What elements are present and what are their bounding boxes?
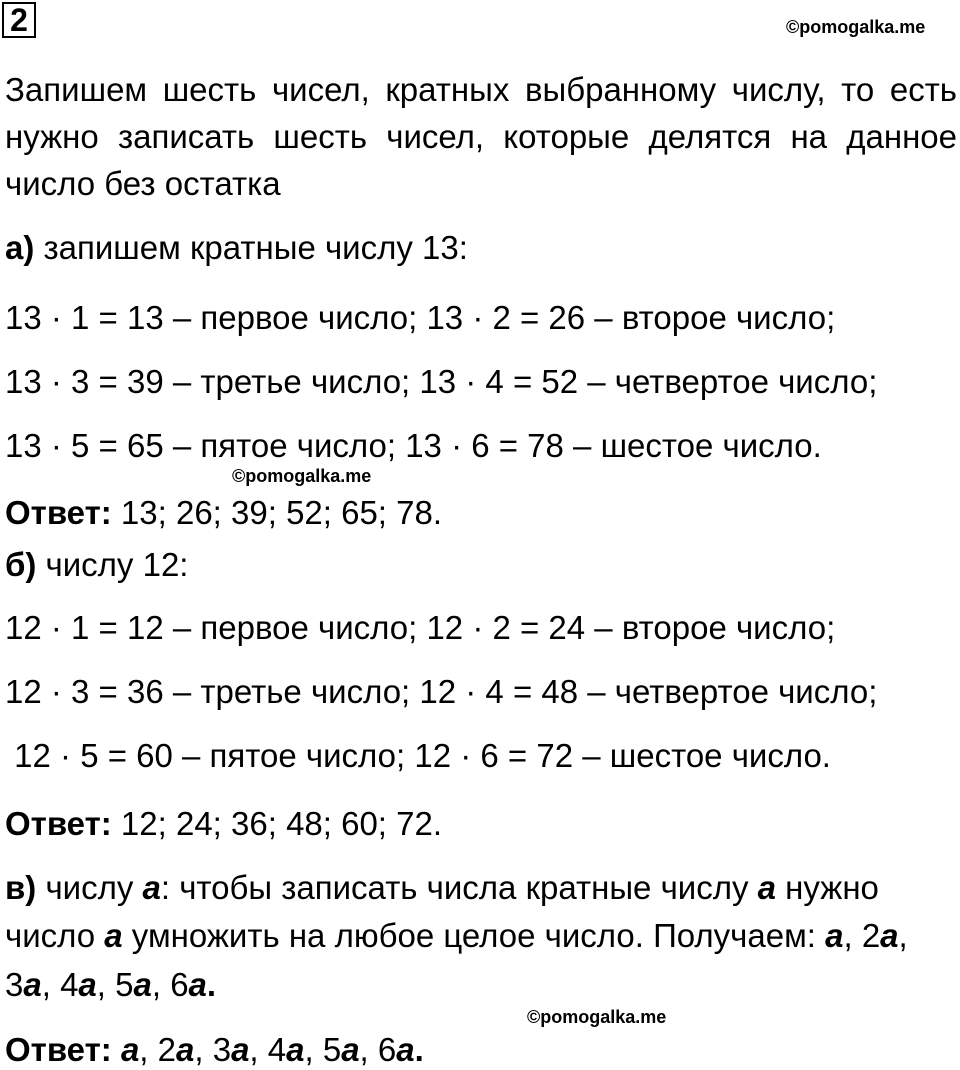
variable-a: a <box>286 1031 305 1068</box>
part-c-line-2 <box>5 916 908 956</box>
separator: , <box>249 1031 268 1068</box>
variable-a: a <box>880 917 899 954</box>
coefficient: 2 <box>157 1031 176 1068</box>
variable-a: a <box>757 869 776 906</box>
part-a-line-3: 13 · 5 = 65 – пятое число; 13 · 6 = 78 – шестое число. <box>5 427 822 464</box>
part-c-answer-label: Ответ: <box>5 1031 112 1068</box>
watermark-middle: ©pomogalka.me <box>232 466 372 486</box>
coefficient: 2 <box>861 917 881 954</box>
part-b-label: б) <box>5 546 37 583</box>
part-c-label: в) <box>5 869 37 906</box>
part-b-line-2: 12 · 3 = 36 – третье число; 12 · 4 = 48 – четвертое число; <box>5 673 878 710</box>
part-b-heading <box>5 545 188 585</box>
variable-a: a <box>120 1031 140 1068</box>
variable-a: a <box>231 1031 250 1068</box>
coefficient: 5 <box>322 1031 342 1068</box>
part-a-answer-label: Ответ: <box>5 494 112 531</box>
part-a-answer <box>5 493 442 533</box>
part-a-label: а) <box>5 229 35 266</box>
period: . <box>206 966 217 1003</box>
separator: , <box>359 1031 378 1068</box>
part-b-answer <box>5 804 442 844</box>
coefficient: 3 <box>5 966 24 1003</box>
intro-line-3: число без остатка <box>5 165 281 202</box>
watermark-bottom: ©pomogalka.me <box>527 1007 667 1027</box>
variable-a: a <box>142 869 161 906</box>
separator: , <box>96 966 116 1003</box>
part-c-line-1 <box>5 868 879 908</box>
variable-a: a <box>176 1031 195 1068</box>
part-c-text: числу <box>36 869 143 906</box>
separator: , <box>843 917 862 954</box>
part-b-answer-text: 12; 24; 36; 48; 60; 72. <box>111 805 443 842</box>
watermark-top: ©pomogalka.me <box>786 17 926 37</box>
part-a-line-1: 13 · 1 = 13 – первое число; 13 · 2 = 26 – второе число; <box>5 299 836 336</box>
variable-a: a <box>23 966 42 1003</box>
part-a-heading-text: запишем кратные числу 13: <box>34 229 468 266</box>
separator: , <box>41 966 61 1003</box>
variable-a: a <box>396 1031 415 1068</box>
variable-a: a <box>341 1031 360 1068</box>
variable-a: a <box>188 966 207 1003</box>
part-c-text: нужно <box>775 869 879 906</box>
variable-a: a <box>104 917 123 954</box>
separator: , <box>151 966 171 1003</box>
part-a-heading <box>5 228 468 268</box>
coefficient: 3 <box>212 1031 232 1068</box>
separator: , <box>898 917 908 954</box>
intro-line-2: нужно записать шесть чисел, которые делятся на данное <box>5 118 957 155</box>
coefficient: 6 <box>377 1031 397 1068</box>
coefficient: 6 <box>170 966 189 1003</box>
part-c-line-3 <box>5 965 216 1005</box>
variable-a: a <box>78 966 97 1003</box>
separator: , <box>194 1031 213 1068</box>
part-b-line-3: 12 · 5 = 60 – пятое число; 12 · 6 = 72 – шестое число. <box>5 737 831 774</box>
period: . <box>414 1031 424 1068</box>
part-a-answer-text: 13; 26; 39; 52; 65; 78. <box>111 494 443 531</box>
variable-a: a <box>133 966 152 1003</box>
part-c-text: умножить на любое целое число. Получаем: <box>122 917 826 954</box>
part-c-text: : чтобы записать числа кратные числу <box>160 869 758 906</box>
part-b-heading-text: числу 12: <box>36 546 189 583</box>
separator: , <box>304 1031 323 1068</box>
part-c-text: число <box>5 917 105 954</box>
variable-a: a <box>825 917 844 954</box>
part-b-answer-label: Ответ: <box>5 805 112 842</box>
task-number-box: 2 <box>2 2 36 38</box>
part-b-line-1: 12 · 1 = 12 – первое число; 12 · 2 = 24 – второе число; <box>5 609 836 646</box>
separator: , <box>139 1031 158 1068</box>
intro-line-1: Запишем шесть чисел, кратных выбранному числу, то есть <box>5 71 957 108</box>
coefficient: 5 <box>115 966 134 1003</box>
part-a-line-2: 13 · 3 = 39 – третье число; 13 · 4 = 52 – четвертое число; <box>5 363 878 400</box>
part-c-answer <box>5 1030 424 1070</box>
coefficient: 4 <box>267 1031 287 1068</box>
coefficient: 4 <box>60 966 79 1003</box>
